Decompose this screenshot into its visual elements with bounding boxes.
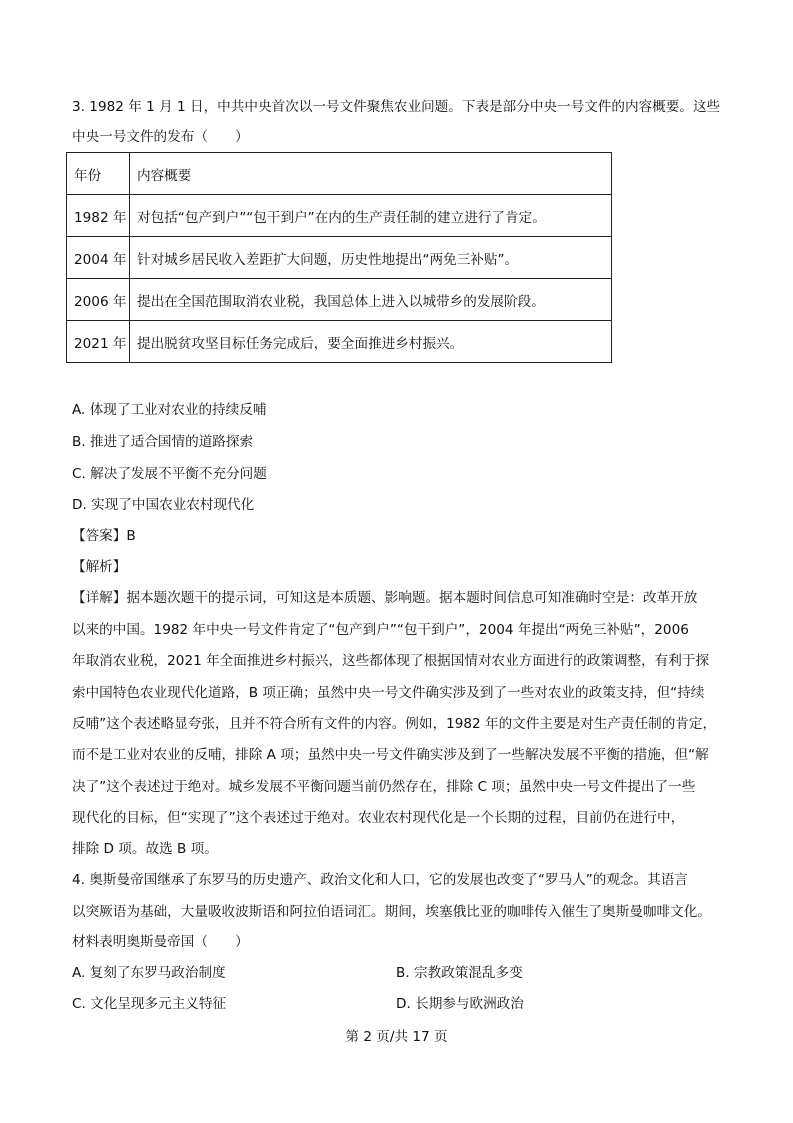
row-summary: 提出脱贫攻坚目标任务完成后，要全面推进乡村振兴。 xyxy=(130,321,612,363)
row-summary: 对包括“包产到户”“包干到户”在内的生产责任制的建立进行了肯定。 xyxy=(130,195,612,237)
q4-option-c: C. 文化呈现多元主义特征 xyxy=(72,996,227,1012)
analysis-line-2: 以来的中国。1982 年中央一号文件肯定了“包产到户”“包干到户”，2004 年提出“两免三补贴”，2006 xyxy=(72,622,689,638)
answer-line xyxy=(72,526,136,546)
q3-option-c: C. 解决了发展不平衡不充分问题 xyxy=(72,466,267,482)
row-year: 2004 年 xyxy=(67,237,130,279)
analysis-line-3: 年取消农业税，2021 年全面推进乡村振兴，这些都体现了根据国情对农业方面进行的政策调整，有利于探 xyxy=(72,653,710,669)
analysis-line-9: 排除 D 项。故选 B 项。 xyxy=(72,841,218,857)
table-row xyxy=(67,321,612,363)
answer-label: 【答案】 xyxy=(72,528,127,544)
table-row xyxy=(67,237,612,279)
table-header-row xyxy=(67,153,612,195)
analysis-line-8: 现代化的目标，但“实现了”这个表述过于绝对。农业农村现代化是一个长期的过程，目前仍在进行中， xyxy=(72,810,685,826)
detail-label: 【详解】 xyxy=(72,590,127,606)
header-summary: 内容概要 xyxy=(130,153,612,195)
analysis-line-1 xyxy=(72,588,697,608)
row-year: 2006 年 xyxy=(67,279,130,321)
analysis-line-6: 而不是工业对农业的反哺，排除 A 项；虽然中央一号文件确实涉及到了一些解决发展不平衡的措施，但“解 xyxy=(72,747,709,763)
analysis-line-4: 索中国特色农业现代化道路，B 项正确；虽然中央一号文件确实涉及到了一些对农业的政策支持，但“持续 xyxy=(72,685,705,701)
q3-option-b: B. 推进了适合国情的道路探索 xyxy=(72,434,254,450)
q4-option-a: A. 复刻了东罗马政治制度 xyxy=(72,965,226,981)
q3-summary-table xyxy=(66,152,612,363)
answer-value: B xyxy=(126,528,136,544)
row-year: 2021 年 xyxy=(67,321,130,363)
row-year: 1982 年 xyxy=(67,195,130,237)
table-row xyxy=(67,279,612,321)
q3-option-a: A. 体现了工业对农业的持续反哺 xyxy=(72,402,267,418)
table-row xyxy=(67,195,612,237)
q4-stem-line-1: 4. 奥斯曼帝国继承了东罗马的历史遗产、政治文化和人口，它的发展也改变了“罗马人”的观念。其语言 xyxy=(72,872,688,888)
q4-stem-line-2: 以突厥语为基础，大量吸收波斯语和阿拉伯语词汇。期间，埃塞俄比亚的咖啡传入催生了奥斯曼咖啡文化。 xyxy=(72,904,711,920)
q3-stem-line-1: 3. 1982 年 1 月 1 日，中共中央首次以一号文件聚焦农业问题。下表是部分中央一号文件的内容概要。这些 xyxy=(72,99,721,115)
row-summary: 针对城乡居民收入差距扩大问题，历史性地提出“两免三补贴”。 xyxy=(130,237,612,279)
row-summary: 提出在全国范围取消农业税，我国总体上进入以城带乡的发展阶段。 xyxy=(130,279,612,321)
header-year: 年份 xyxy=(67,153,130,195)
analysis-line-7: 决了”这个表述过于绝对。城乡发展不平衡问题当前仍然存在，排除 C 项；虽然中央一号文件提出了一些 xyxy=(72,779,696,795)
q3-stem-line-2: 中央一号文件的发布（ ） xyxy=(72,129,249,145)
q4-option-d: D. 长期参与欧洲政治 xyxy=(396,996,524,1012)
q4-stem-line-3: 材料表明奥斯曼帝国（ ） xyxy=(72,934,249,950)
analysis-label: 【解析】 xyxy=(72,559,127,575)
analysis-text: 据本题次题干的提示词，可知这是本质题、影响题。据本题时间信息可知准确时空是：改革开放 xyxy=(126,590,698,606)
analysis-line-5: 反哺”这个表述略显夸张，且并不符合所有文件的内容。例如，1982 年的文件主要是对生产责任制的肯定， xyxy=(72,716,717,732)
q4-option-b: B. 宗教政策混乱多变 xyxy=(396,965,523,981)
q3-option-d: D. 实现了中国农业农村现代化 xyxy=(72,497,255,513)
page-footer: 第 2 页/共 17 页 xyxy=(345,1029,448,1045)
